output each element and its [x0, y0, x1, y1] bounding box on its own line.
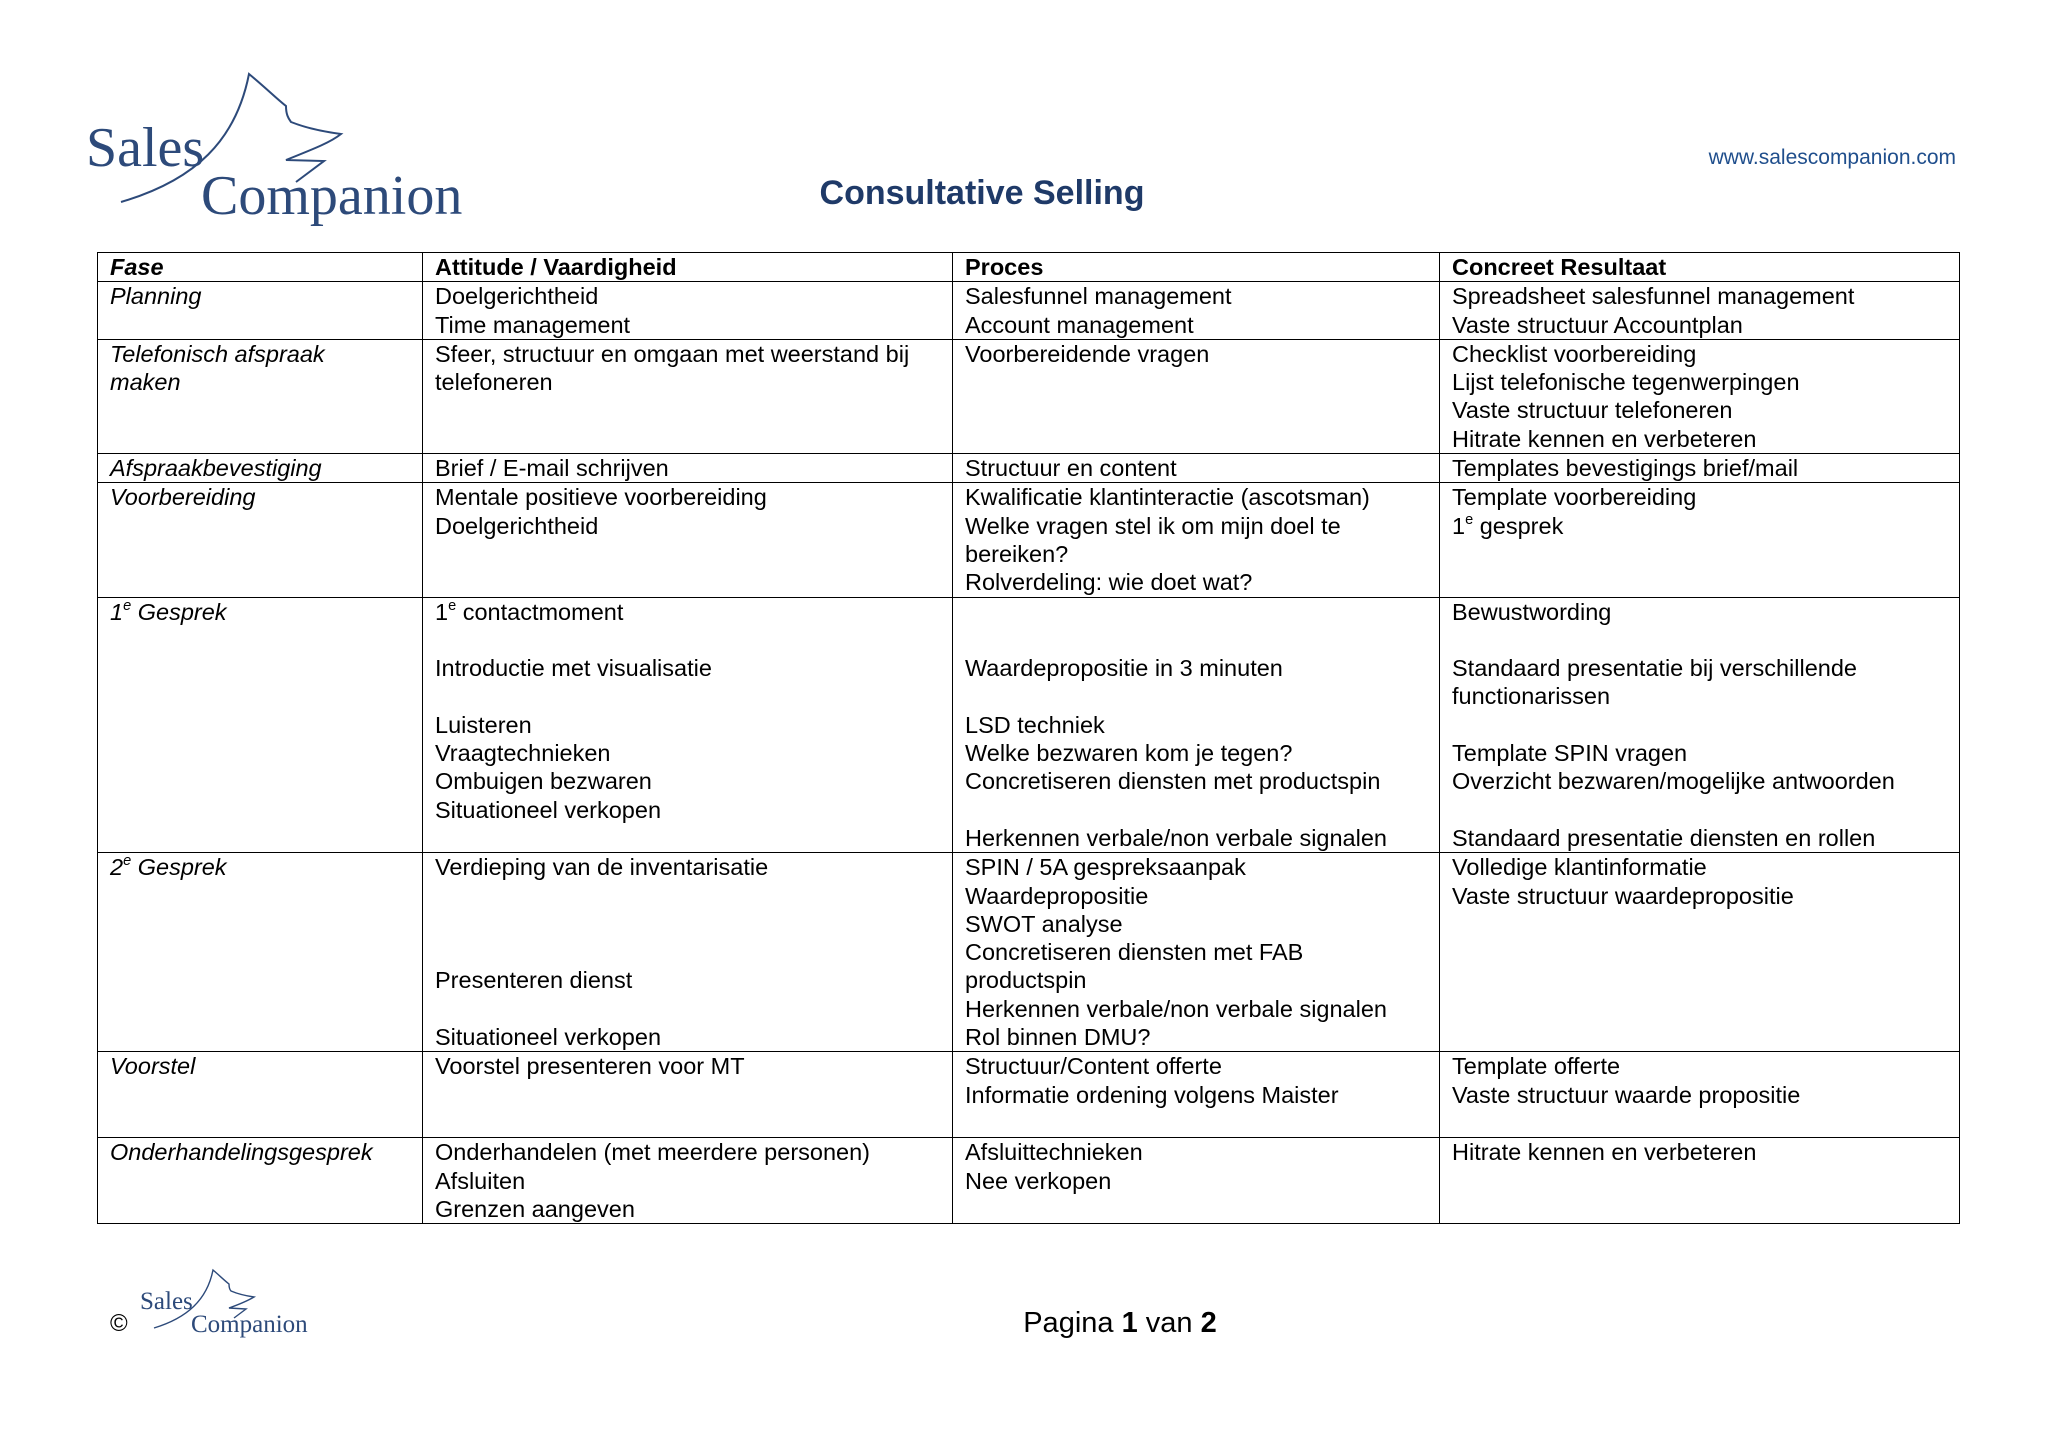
table-body [98, 282, 1960, 1224]
cell-line [965, 966, 1427, 994]
cell-resultaat [1440, 483, 1960, 597]
cell-text: Template offerte [1452, 1053, 1621, 1080]
cell-text: Telefonisch afspraak [110, 340, 325, 367]
cell-text: Welke bezwaren kom je tegen? [965, 740, 1293, 767]
cell-text: Structuur en content [965, 455, 1177, 482]
ordinal-suffix: e [1465, 511, 1474, 528]
cell-line [965, 882, 1427, 910]
logo-word-sales: Sales [86, 117, 205, 179]
page-between: van [1145, 1307, 1193, 1339]
table-row [98, 1138, 1960, 1224]
ordinal-suffix: e [123, 853, 132, 870]
cell-line [435, 282, 940, 310]
cell-resultaat [1440, 853, 1960, 1052]
cell-line [965, 654, 1427, 682]
website-link[interactable]: www.salescompanion.com [1708, 146, 1956, 169]
cell-proces [953, 282, 1440, 340]
cell-resultaat [1440, 597, 1960, 853]
cell-line [435, 311, 940, 339]
cell-text: Brief / E-mail schrijven [435, 455, 669, 482]
cell-text: Voorbereidende vragen [965, 340, 1210, 367]
cell-line [435, 739, 940, 767]
blank-line [435, 626, 940, 654]
cell-text: Planning [110, 283, 202, 310]
cell-fase [98, 1138, 423, 1224]
cell-text: Situationeel verkopen [435, 1024, 662, 1051]
cell-text: Luisteren [435, 711, 532, 738]
cell-text: Kwalificatie klantinteractie (ascotsman) [965, 484, 1370, 511]
page-word: Pagina [1023, 1307, 1114, 1339]
cell-text: Doelgerichtheid [435, 283, 599, 310]
column-header: Attitude / Vaardigheid [423, 253, 953, 282]
cell-text: Spreadsheet salesfunnel management [1452, 283, 1855, 310]
blank-line [965, 626, 1427, 654]
cell-line [965, 311, 1427, 339]
page-indicator [960, 1307, 1280, 1340]
cell-line [965, 1138, 1427, 1166]
cell-text: functionarissen [1452, 683, 1611, 710]
cell-text: Waardepropositie in 3 minuten [965, 655, 1283, 682]
blank-line [1452, 711, 1947, 739]
cell-text: Grenzen aangeven [435, 1195, 635, 1222]
cell-text: maken [110, 369, 181, 396]
cell-text: Voorstel presenteren voor MT [435, 1053, 745, 1080]
cell-line [110, 1052, 410, 1080]
cell-text: Vraagtechnieken [435, 740, 611, 767]
cell-proces [953, 483, 1440, 597]
cell-line [965, 767, 1427, 795]
table-row [98, 853, 1960, 1052]
cell-line [435, 1195, 940, 1223]
cell-text: Concretiseren diensten met productspin [965, 768, 1381, 795]
blank-line [1452, 796, 1947, 824]
blank-line [965, 682, 1427, 710]
logo-word-sales: Sales [140, 1288, 193, 1315]
cell-fase [98, 282, 423, 340]
cell-text: Mentale positieve voorbereiding [435, 484, 767, 511]
blank-line [435, 882, 940, 910]
cell-line [965, 568, 1427, 596]
cell-text: SWOT analyse [965, 910, 1123, 937]
cell-text: 1 [1452, 512, 1466, 539]
cell-line [965, 853, 1427, 881]
table-row [98, 1052, 1960, 1138]
cell-text: telefoneren [435, 369, 553, 396]
cell-text: Afsluittechnieken [965, 1139, 1143, 1166]
cell-text: Gesprek [131, 854, 227, 881]
cell-text: Onderhandelingsgesprek [110, 1139, 373, 1166]
cell-text: Voorbereiding [110, 484, 256, 511]
cell-line [435, 1023, 940, 1051]
cell-text: Presenteren dienst [435, 967, 633, 994]
cell-text: Rolverdeling: wie doet wat? [965, 569, 1253, 596]
cell-fase [98, 853, 423, 1052]
cell-text: Informatie ordening volgens Maister [965, 1081, 1339, 1108]
cell-text: Standaard presentatie diensten en rollen [1452, 824, 1876, 851]
cell-proces [953, 853, 1440, 1052]
cell-proces [953, 339, 1440, 453]
ordinal-suffix: e [123, 597, 132, 614]
cell-line [965, 938, 1427, 966]
cell-line [435, 340, 940, 368]
cell-text: 1 [435, 598, 449, 625]
table-row [98, 339, 1960, 453]
cell-resultaat [1440, 454, 1960, 483]
cell-line [110, 483, 410, 511]
cell-line [965, 910, 1427, 938]
consultative-selling-table [97, 252, 1960, 1224]
cell-text: Standaard presentatie bij verschillende [1452, 655, 1857, 682]
cell-line [435, 454, 940, 482]
cell-text: Situationeel verkopen [435, 796, 662, 823]
cell-line [1452, 311, 1947, 339]
cell-line [435, 1138, 940, 1166]
table-row [98, 597, 1960, 853]
cell-text: Waardepropositie [965, 882, 1149, 909]
cell-line [435, 483, 940, 511]
blank-line [435, 682, 940, 710]
cell-line [435, 853, 940, 881]
cell-line [965, 512, 1427, 540]
blank-line [435, 910, 940, 938]
cell-line [1452, 654, 1947, 682]
cell-attitude [423, 339, 953, 453]
blank-line [435, 938, 940, 966]
cell-resultaat [1440, 1138, 1960, 1224]
cell-text: bereiken? [965, 540, 1069, 567]
cell-text: Vaste structuur Accountplan [1452, 311, 1743, 338]
ordinal-suffix: e [448, 597, 457, 614]
cell-proces [953, 1138, 1440, 1224]
cell-line [435, 767, 940, 795]
cell-text: Rol binnen DMU? [965, 1024, 1151, 1051]
table-row [98, 454, 1960, 483]
cell-text: Vaste structuur waarde propositie [1452, 1081, 1801, 1108]
cell-line [1452, 598, 1947, 626]
cell-line [1452, 739, 1947, 767]
cell-text: Templates bevestigings brief/mail [1452, 455, 1799, 482]
cell-line [435, 796, 940, 824]
cell-text: Afspraakbevestiging [110, 455, 322, 482]
cell-resultaat [1440, 282, 1960, 340]
cell-line [435, 1167, 940, 1195]
cell-fase [98, 597, 423, 853]
table-row [98, 282, 1960, 340]
cell-text: productspin [965, 967, 1087, 994]
table-header-row [98, 253, 1960, 282]
column-header: Fase [98, 253, 423, 282]
cell-attitude [423, 597, 953, 853]
cell-line [1452, 340, 1947, 368]
cell-line [435, 512, 940, 540]
cell-line [965, 282, 1427, 310]
cell-line [965, 1167, 1427, 1195]
cell-line [1452, 483, 1947, 511]
cell-text: Welke vragen stel ik om mijn doel te [965, 512, 1341, 539]
cell-text: Introductie met visualisatie [435, 655, 712, 682]
cell-line [110, 368, 410, 396]
cell-fase [98, 1052, 423, 1138]
cell-line [965, 540, 1427, 568]
cell-attitude [423, 1138, 953, 1224]
cell-line [965, 739, 1427, 767]
cell-text: Verdieping van de inventarisatie [435, 854, 769, 881]
cell-text: Checklist voorbereiding [1452, 340, 1697, 367]
cell-line [435, 654, 940, 682]
cell-text: Template SPIN vragen [1452, 740, 1688, 767]
cell-attitude [423, 853, 953, 1052]
document-title: Consultative Selling [819, 174, 1145, 212]
cell-line [1452, 454, 1947, 482]
cell-text: Overzicht bezwaren/mogelijke antwoorden [1452, 768, 1895, 795]
cell-text: Onderhandelen (met meerdere personen) [435, 1139, 871, 1166]
cell-text: Bewustwording [1452, 598, 1612, 625]
cell-line [435, 1052, 940, 1080]
blank-line [435, 995, 940, 1023]
cell-line [965, 995, 1427, 1023]
cell-attitude [423, 454, 953, 483]
cell-line [435, 368, 940, 396]
cell-text: 1 [110, 598, 124, 625]
cell-text: Gesprek [131, 598, 227, 625]
cell-line [435, 598, 940, 626]
cell-text: Lijst telefonische tegenwerpingen [1452, 369, 1800, 396]
cell-text: Herkennen verbale/non verbale signalen [965, 995, 1387, 1022]
cell-text: Volledige klantinformatie [1452, 854, 1707, 881]
cell-text: 2 [110, 854, 124, 881]
page-current: 1 [1121, 1307, 1138, 1339]
cell-fase [98, 483, 423, 597]
cell-line [1452, 1052, 1947, 1080]
cell-text: Structuur/Content offerte [965, 1053, 1222, 1080]
logo-word-companion: Companion [191, 1311, 308, 1338]
table-row [98, 483, 1960, 597]
cell-line [110, 282, 410, 310]
cell-attitude [423, 282, 953, 340]
cell-line [435, 711, 940, 739]
cell-proces [953, 597, 1440, 853]
cell-text: Vaste structuur telefoneren [1452, 397, 1733, 424]
cell-proces [953, 454, 1440, 483]
logo-word-companion: Companion [201, 165, 463, 227]
cell-attitude [423, 483, 953, 597]
cell-text: Afsluiten [435, 1167, 526, 1194]
sales-companion-logo [86, 70, 476, 230]
cell-attitude [423, 1052, 953, 1138]
cell-line [110, 853, 410, 881]
cell-fase [98, 339, 423, 453]
cell-line [1452, 767, 1947, 795]
cell-resultaat [1440, 1052, 1960, 1138]
cell-line [1452, 682, 1947, 710]
cell-line [1452, 882, 1947, 910]
cell-proces [953, 1052, 1440, 1138]
column-header: Proces [953, 253, 1440, 282]
cell-line [1452, 425, 1947, 453]
cell-text: Doelgerichtheid [435, 512, 599, 539]
cell-text: gesprek [1473, 512, 1564, 539]
cell-line [965, 1052, 1427, 1080]
cell-line [965, 711, 1427, 739]
cell-text: Time management [435, 311, 631, 338]
cell-line [965, 1023, 1427, 1051]
cell-line [1452, 282, 1947, 310]
cell-line [110, 1138, 410, 1166]
cell-line [110, 598, 410, 626]
cell-text: Nee verkopen [965, 1167, 1112, 1194]
cell-line [1452, 368, 1947, 396]
page-total: 2 [1200, 1307, 1217, 1339]
cell-fase [98, 454, 423, 483]
blank-line [1452, 626, 1947, 654]
cell-line [110, 454, 410, 482]
cell-text: Account management [965, 311, 1194, 338]
cell-resultaat [1440, 339, 1960, 453]
cell-text: Ombuigen bezwaren [435, 768, 652, 795]
cell-line [965, 340, 1427, 368]
cell-line [965, 483, 1427, 511]
blank-line [965, 598, 1427, 626]
cell-line [1452, 1138, 1947, 1166]
cell-text: SPIN / 5A gespreksaanpak [965, 854, 1246, 881]
cell-text: Salesfunnel management [965, 283, 1232, 310]
cell-line [965, 454, 1427, 482]
column-header: Concreet Resultaat [1440, 253, 1960, 282]
blank-line [965, 796, 1427, 824]
cell-line [1452, 396, 1947, 424]
cell-text: Voorstel [110, 1053, 196, 1080]
cell-line [1452, 824, 1947, 852]
copyright-symbol: © [110, 1310, 128, 1337]
cell-line [110, 340, 410, 368]
cell-line [435, 966, 940, 994]
cell-text: contactmoment [456, 598, 624, 625]
cell-line [1452, 512, 1947, 540]
cell-text: Concretiseren diensten met FAB [965, 939, 1304, 966]
cell-line [1452, 853, 1947, 881]
footer-logo [139, 1268, 319, 1340]
cell-text: Hitrate kennen en verbeteren [1452, 1139, 1757, 1166]
cell-text: Sfeer, structuur en omgaan met weerstand bij [435, 340, 910, 367]
cell-text: LSD techniek [965, 711, 1105, 738]
cell-text: Template voorbereiding [1452, 484, 1697, 511]
cell-text: Hitrate kennen en verbeteren [1452, 425, 1757, 452]
cell-line [1452, 1081, 1947, 1109]
cell-line [965, 824, 1427, 852]
cell-text: Vaste structuur waardepropositie [1452, 882, 1794, 909]
cell-line [965, 1081, 1427, 1109]
cell-text: Herkennen verbale/non verbale signalen [965, 824, 1387, 851]
